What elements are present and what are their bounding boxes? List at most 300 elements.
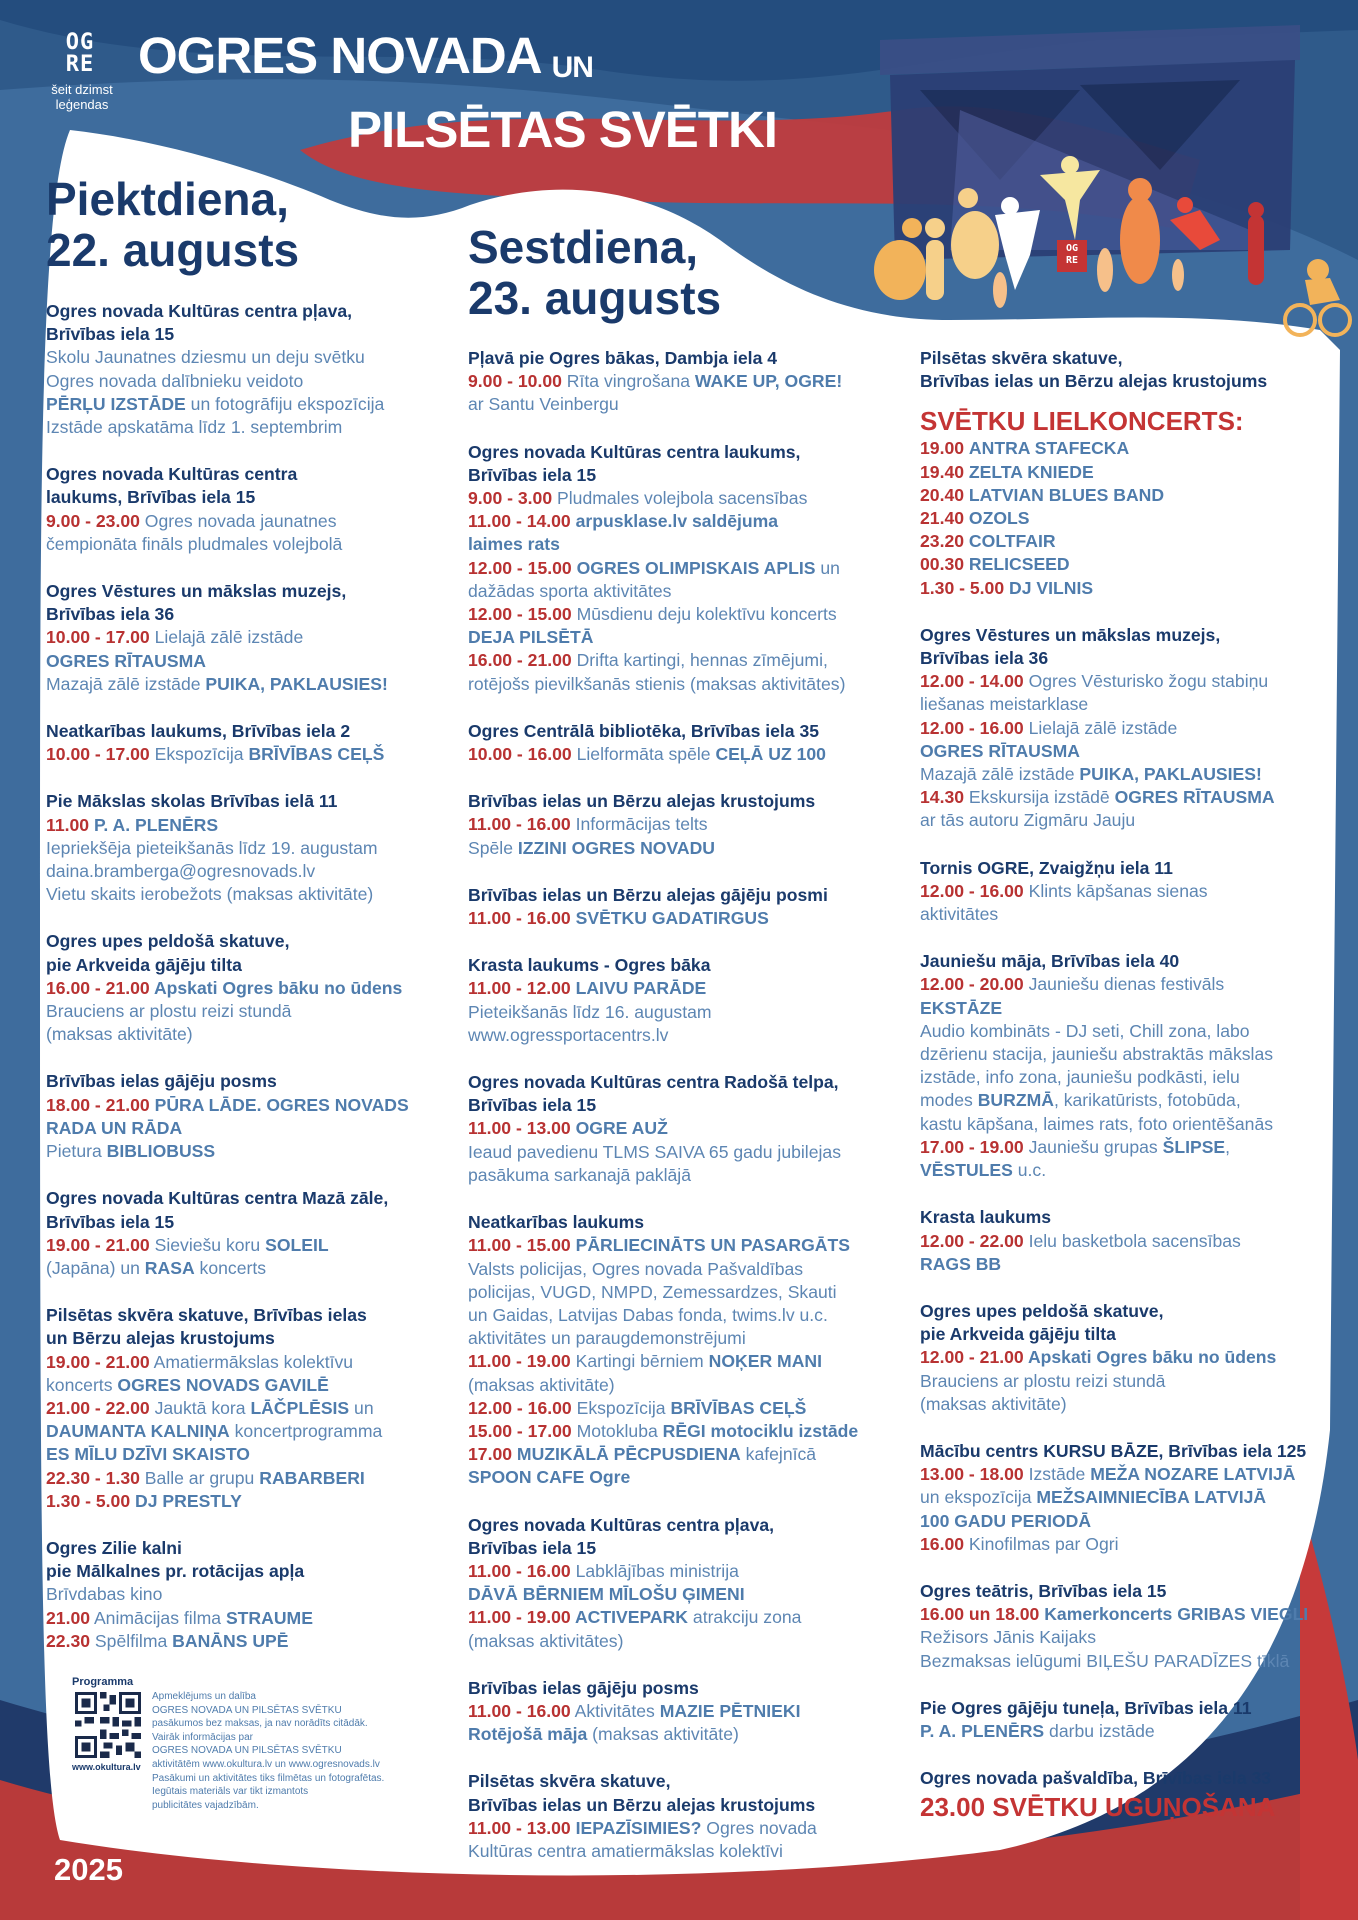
event-text: kafejnīcā <box>740 1444 817 1465</box>
event-location: Ogres novada Kultūras centra Radošā telpa, <box>468 1072 839 1093</box>
event-highlight: MEŽA NOZARE LATVIJĀ <box>1090 1464 1296 1485</box>
event-text: Audio kombināts - DJ seti, Chill zona, labo <box>920 1020 1250 1041</box>
event-location: Ogres teātris, Brīvības iela 15 <box>920 1580 1167 1601</box>
event-time: 12.00 - 15.00 <box>468 557 572 578</box>
event-time: 16.00 <box>920 1533 965 1554</box>
qr-code-icon[interactable] <box>75 1692 141 1758</box>
event <box>920 1580 1340 1673</box>
logo-tagline: šeit dzimst leģendas <box>51 82 113 112</box>
event-highlight: OGRES RĪTAUSMA <box>1114 787 1275 808</box>
event-text: Skolu Jaunatnes dziesmu un deju svētku <box>46 347 365 368</box>
lineup-time: 1.30 - 5.00 <box>920 577 1005 598</box>
fine-print <box>152 1690 452 1812</box>
event-text: Rīta vingrošana <box>561 371 695 392</box>
event-text: Ogres novada jaunatnes <box>139 510 337 531</box>
event-text: , karikatūrists, fotobūda, <box>1053 1090 1241 1111</box>
event-text: Lielajā zālē izstāde <box>1023 717 1178 738</box>
event-time: 18.00 - 21.00 <box>46 1094 150 1115</box>
event-highlight: LAIVU PARĀDE <box>570 978 707 999</box>
event-time: 12.00 - 20.00 <box>920 974 1024 995</box>
event-text: Motokluba <box>571 1420 663 1441</box>
event-highlight: VĒSTULES <box>920 1160 1013 1181</box>
event-text: dažādas sporta aktivitātes <box>468 580 672 601</box>
event-time: 16.00 un 18.00 <box>920 1604 1040 1625</box>
event-location: Brīvības ielas gājēju posms <box>468 1677 699 1698</box>
lineup-artist: RELICSEED <box>968 554 1070 575</box>
event-text: Balle ar grupu <box>139 1467 260 1488</box>
event <box>468 441 918 696</box>
event-time: 11.00 - 14.00 <box>468 511 571 532</box>
event-highlight: P. A. PLENĒRS <box>920 1720 1045 1741</box>
lineup-artist: ANTRA STAFECKA <box>968 438 1130 459</box>
event-text: ar Santu Veinbergu <box>468 394 619 415</box>
event-highlight: RASA <box>144 1257 195 1278</box>
event-text: Izstāde <box>1023 1464 1091 1485</box>
event <box>468 790 918 860</box>
event-text: un fotogrāfiju ekspozīcija <box>185 393 385 414</box>
concert-headline: SVĒTKU LIELKONCERTS: <box>920 406 1244 437</box>
event-text: Režisors Jānis Kaijaks <box>920 1627 1096 1648</box>
event <box>46 463 456 556</box>
event-location: Pilsētas skvēra skatuve, Brīvības ielas <box>46 1305 367 1326</box>
event-highlight: DĀVĀ BĒRNIEM MĪLOŠU ĢIMENI <box>468 1584 745 1605</box>
event-time: 12.00 - 21.00 <box>920 1347 1024 1368</box>
event-location: Ogres novada Kultūras centra <box>46 464 298 485</box>
event-location: Jauniešu māja, Brīvības iela 40 <box>920 951 1180 972</box>
event-text: Mazajā zālē izstāde <box>46 673 206 694</box>
event <box>46 300 456 439</box>
event-highlight: PUIKA, PAKLAUSIES! <box>1079 764 1262 785</box>
fine-print-line: aktivitātēm www.okultura.lv un www.ogresnovads.lv <box>152 1758 380 1770</box>
event-text: Brauciens ar plostu reizi stundā <box>920 1370 1166 1391</box>
event-text: Kartingi bērniem <box>570 1351 709 1372</box>
event-time: 10.00 - 16.00 <box>468 744 572 765</box>
event-location: Neatkarības laukums <box>468 1212 645 1233</box>
event-time: 17.00 - 19.00 <box>920 1136 1024 1157</box>
event-highlight: arpusklase.lv saldējuma <box>570 511 779 532</box>
event-location: Ogres novada Kultūras centra laukums, <box>468 441 801 462</box>
event-text: Ielu basketbola sacensības <box>1023 1230 1241 1251</box>
lineup-time: 00.30 <box>920 554 965 575</box>
event-location: Ogres Vēstures un mākslas muzejs, <box>920 624 1221 645</box>
stage-logo: OG RE <box>1065 243 1079 266</box>
logo-mark: OG RE <box>65 30 95 77</box>
event-time: 17.00 <box>468 1444 513 1465</box>
event-text: Labklājības ministrija <box>570 1560 739 1581</box>
event-time: 11.00 <box>46 814 90 835</box>
event-highlight: Rotējošā māja <box>468 1724 588 1745</box>
event-text: Lielformāta spēle <box>571 744 716 765</box>
event-location: Ogres Zilie kalni <box>46 1537 182 1558</box>
lineup-time: 19.00 <box>920 438 965 459</box>
event-highlight: PĀRLIECINĀTS UN PASARGĀTS <box>570 1235 850 1256</box>
event-location: Ogres novada Kultūras centra pļava, <box>468 1514 775 1535</box>
event-text: Bezmaksas ielūgumi BIĻEŠU PARADĪZES tīklā <box>920 1650 1290 1671</box>
event-text: Jauniešu grupas <box>1023 1136 1163 1157</box>
event-location: Brīvības iela 15 <box>468 1095 597 1116</box>
event-time: 11.00 - 13.00 <box>468 1817 571 1838</box>
event-text: Iepriekšēja pieteikšanās līdz 19. augustam <box>46 837 378 858</box>
friday-heading <box>46 174 299 276</box>
event <box>46 720 456 766</box>
event-highlight: MEŽSAIMNIECĪBA LATVIJĀ <box>1036 1487 1267 1508</box>
event-time: 10.00 - 17.00 <box>46 627 150 648</box>
event-location: Brīvības iela 36 <box>46 604 175 625</box>
event-text: Kinofilmas par Ogri <box>964 1533 1119 1554</box>
event-text: čempionāta fināls pludmales volejbolā <box>46 533 343 554</box>
event-highlight: Apskati Ogres bāku no ūdens <box>149 977 403 998</box>
event-text: Brauciens ar plostu reizi stundā <box>46 1001 292 1022</box>
event-text: koncerts <box>46 1374 118 1395</box>
event-highlight: EKSTĀZE <box>920 997 1003 1018</box>
event-highlight: MUZIKĀLĀ PĒCPUSDIENA <box>512 1444 741 1465</box>
event-text: Animācijas filma <box>90 1607 226 1628</box>
event-text: Spēle <box>468 837 518 858</box>
event <box>920 857 1340 927</box>
event-location: Pie Mākslas skolas Brīvības ielā 11 <box>46 791 338 812</box>
event <box>46 930 456 1046</box>
event-highlight: OGRES OLIMPISKAIS APLIS <box>571 557 816 578</box>
event-text: kastu kāpšana, laimes rats, foto orientēšanās <box>920 1113 1274 1134</box>
event <box>920 624 1340 833</box>
event-text: Mazajā zālē izstāde <box>920 764 1080 785</box>
fine-print-line: Vairāk informācijas par <box>152 1731 253 1743</box>
event-highlight: BRĪVĪBAS CEĻŠ <box>248 744 385 765</box>
event-text: Jauniešu dienas festivāls <box>1023 974 1225 995</box>
event-highlight: BRĪVĪBAS CEĻŠ <box>670 1397 807 1418</box>
event-location: Ogres upes peldošā skatuve, <box>46 931 290 952</box>
event-time: 9.00 - 23.00 <box>46 510 140 531</box>
title-line-1 <box>138 26 593 85</box>
event-highlight: OGRES NOVADS GAVILĒ <box>117 1374 329 1395</box>
event-text: Ekspozīcija <box>149 744 249 765</box>
event-highlight: ES MĪLU DZĪVI SKAISTO <box>46 1444 250 1465</box>
event-text: Klints kāpšanas sienas <box>1023 880 1208 901</box>
event-time: 16.00 - 21.00 <box>46 977 150 998</box>
event-highlight: DJ PRESTLY <box>130 1490 242 1511</box>
event-highlight: P. A. PLENĒRS <box>89 814 219 835</box>
event-text: Pieteikšanās līdz 16. augustam <box>468 1001 712 1022</box>
title-un: UN <box>551 51 593 84</box>
event-text: Lielajā zālē izstāde <box>149 627 304 648</box>
event <box>920 950 1340 1182</box>
event-text: un <box>349 1397 374 1418</box>
event-text: (maksas aktivitāte) <box>920 1393 1067 1414</box>
event-text: Izstāde apskatāma līdz 1. septembrim <box>46 417 343 438</box>
event-highlight: RABARBERI <box>259 1467 365 1488</box>
event-text: dzērienu stacija, jauniešu abstraktās mākslas <box>920 1044 1274 1065</box>
fine-print-line: Apmeklējums un dalība <box>152 1691 256 1702</box>
event-time: 10.00 - 17.00 <box>46 744 150 765</box>
event-text: Spēlfilma <box>90 1630 173 1651</box>
event-highlight: ACTIVEPARK <box>570 1607 689 1628</box>
event-location: Mācību centrs KURSU BĀZE, Brīvības iela 125 <box>920 1440 1307 1461</box>
lineup-time: 23.20 <box>920 531 965 552</box>
event-text: (Japāna) un <box>46 1257 145 1278</box>
event-location: Ogres novada pašvaldība, Brīvības iela 33 <box>920 1768 1272 1789</box>
event-time: 11.00 - 19.00 <box>468 1351 571 1372</box>
event <box>46 790 456 906</box>
saturday-heading-line2: 23. augusts <box>468 272 722 324</box>
event-text: Vietu skaits ierobežots (maksas aktivitāte) <box>46 884 374 905</box>
event <box>468 1211 918 1489</box>
fine-print-line: OGRES NOVADA UN PILSĒTAS SVĒTKU <box>152 1745 342 1757</box>
event-location: Ogres upes peldošā skatuve, <box>920 1300 1164 1321</box>
event-highlight: STRAUME <box>225 1607 313 1628</box>
lineup-artist: DJ VILNIS <box>1009 577 1094 598</box>
event-location: Brīvības iela 36 <box>920 648 1049 669</box>
friday-heading-line1: Piektdiena, <box>46 173 289 225</box>
lineup-artist: LATVIAN BLUES BAND <box>968 484 1165 505</box>
event-highlight: BURZMĀ <box>977 1090 1054 1111</box>
lineup-time: 21.40 <box>920 508 965 529</box>
event <box>46 1070 456 1163</box>
event <box>468 884 918 930</box>
event <box>920 1697 1340 1743</box>
event-time: 9.00 - 3.00 <box>468 488 553 509</box>
event <box>468 720 918 766</box>
fireworks-headline: 23.00 SVĒTKU UGUŅOŠANA <box>920 1792 1276 1823</box>
event-location: Ogres novada Kultūras centra pļava, <box>46 301 353 321</box>
event-highlight: ŠLIPSE <box>1162 1136 1226 1157</box>
event-text: Ogres novada <box>701 1817 817 1838</box>
event-highlight: BIBLIOBUSS <box>106 1141 216 1162</box>
event-location: Brīvības ielas un Bērzu alejas gājēju posmi <box>468 884 828 905</box>
event-location: Pie Ogres gājēju tuneļa, Brīvības iela 11 <box>920 1697 1252 1718</box>
event-time: 16.00 - 21.00 <box>468 650 572 671</box>
event <box>468 1514 918 1653</box>
event-highlight: NOĶER MANI <box>708 1351 822 1372</box>
event-text: (maksas aktivitāte) <box>587 1724 739 1745</box>
event-location: Ogres novada Kultūras centra Mazā zāle, <box>46 1188 389 1209</box>
event-highlight: 100 GADU PERIODĀ <box>920 1510 1092 1531</box>
event <box>920 1300 1340 1416</box>
event-time: 11.00 - 16.00 <box>468 908 571 929</box>
event-highlight: PĒRĻU IZSTĀDE <box>46 393 186 414</box>
event-text: aktivitātes un paraugdemonstrējumi <box>468 1328 746 1349</box>
qr-label: Programma <box>72 1676 134 1688</box>
event-text: Brīvdabas kino <box>46 1584 163 1605</box>
event-location: Pļavā pie Ogres bākas, Dambja iela 4 <box>468 348 778 368</box>
event-highlight: OGRES RĪTAUSMA <box>920 740 1080 761</box>
event-highlight: PUIKA, PAKLAUSIES! <box>205 673 388 694</box>
event-time: 12.00 - 16.00 <box>920 717 1024 738</box>
event-time: 21.00 <box>46 1607 91 1628</box>
event-highlight: RĒGI motociklu izstāde <box>662 1420 859 1441</box>
qr-url: www.okultura.lv <box>72 1762 141 1772</box>
event-highlight: DAUMANTA KALNIŅA <box>46 1421 230 1442</box>
event-time: 22.30 <box>46 1630 91 1651</box>
event-time: 13.00 - 18.00 <box>920 1464 1024 1485</box>
event-time: 14.30 <box>920 787 965 808</box>
event-time: 19.00 - 21.00 <box>46 1351 150 1372</box>
lineup-artist: ZELTA KNIEDE <box>968 461 1094 482</box>
event-text: Amatiermākslas kolektīvu <box>149 1351 354 1372</box>
event-highlight: OGRE AUŽ <box>570 1118 668 1139</box>
event-time: 12.00 - 15.00 <box>468 604 572 625</box>
event-text: Informācijas telts <box>570 814 708 835</box>
event <box>920 1767 1340 1824</box>
event-text: Ekspozīcija <box>571 1397 671 1418</box>
event-highlight: IEPAZĪSIMIES? <box>570 1817 702 1838</box>
event-text: Ieaud pavedienu TLMS SAIVA 65 gadu jubilejas <box>468 1141 841 1162</box>
event-time: 12.00 - 16.00 <box>468 1397 572 1418</box>
event-text: (maksas aktivitātes) <box>468 1630 624 1651</box>
event-text: pasākuma sarkanajā paklājā <box>468 1164 691 1185</box>
event-location: Pilsētas skvēra skatuve, <box>468 1771 671 1792</box>
event-time: 11.00 - 16.00 <box>468 814 571 835</box>
title-line-2: PILSĒTAS SVĒTKI <box>348 101 777 158</box>
saturday-events <box>468 347 918 1863</box>
year: 2025 <box>54 1852 123 1887</box>
event-time: 19.00 - 21.00 <box>46 1234 150 1255</box>
event <box>468 347 918 417</box>
event-time: 11.00 - 13.00 <box>468 1118 571 1139</box>
event-time: 22.30 - 1.30 <box>46 1467 140 1488</box>
event-time: 15.00 - 17.00 <box>468 1420 572 1441</box>
event-highlight: IZZINI OGRES NOVADU <box>517 837 716 858</box>
event-text: Mūsdienu deju kolektīvu koncerts <box>571 604 837 625</box>
event-highlight: SPOON CAFE Ogre <box>468 1467 631 1488</box>
event-highlight: OGRES RĪTAUSMA <box>46 650 206 671</box>
event-location: Brīvības iela 15 <box>468 464 597 485</box>
event-text: darbu izstāde <box>1044 1720 1155 1741</box>
friday-heading-line2: 22. augusts <box>46 224 300 276</box>
event-highlight: SVĒTKU GADATIRGUS <box>570 908 769 929</box>
event-location: Brīvības iela 15 <box>468 1537 597 1558</box>
friday-events <box>46 300 456 1653</box>
saturday-heading-line1: Sestdiena, <box>468 221 699 273</box>
event-highlight: Kamerkoncerts GRIBAS VIEGLI <box>1039 1604 1309 1625</box>
event-location: pie Arkveida gājēju tilta <box>920 1324 1116 1345</box>
ogre-logo <box>51 30 113 112</box>
event-text: un Gaidas, Latvijas Dabas fonda, twims.lv u.c. <box>468 1304 828 1325</box>
event-text: Ekskursija izstādē <box>964 787 1115 808</box>
event-location: Krasta laukums - Ogres bāka <box>468 955 711 976</box>
event-text: aktivitātes <box>920 904 999 925</box>
event-location: Ogres Centrālā bibliotēka, Brīvības iela 35 <box>468 720 820 741</box>
fine-print-line: Pasākumi un aktivitātes tiks filmētas un fotografētas. <box>152 1772 385 1784</box>
event-text: liešanas meistarklase <box>920 694 1089 715</box>
fine-print-line: publicitātes vajadzībām. <box>152 1799 259 1811</box>
event <box>920 1206 1340 1276</box>
event <box>920 347 1340 600</box>
event-time: 1.30 - 5.00 <box>46 1490 131 1511</box>
event-highlight: RAGS BB <box>920 1253 1002 1274</box>
event-location: Brīvības iela 15 <box>46 1211 175 1232</box>
event <box>46 580 456 696</box>
event-time: 11.00 - 15.00 <box>468 1235 571 1256</box>
event-text: koncertprogramma <box>229 1421 383 1442</box>
event-email: daina.bramberga@ogresnovads.lv <box>46 861 316 882</box>
event-time: 12.00 - 14.00 <box>920 671 1024 692</box>
event-highlight: Apskati Ogres bāku no ūdens <box>1023 1347 1277 1368</box>
event-highlight: LĀČPLĒSIS <box>250 1397 350 1418</box>
event-location: Brīvības ielas un Bērzu alejas krustojums <box>920 371 1268 392</box>
event-time: 12.00 - 16.00 <box>920 880 1024 901</box>
event-location: Krasta laukums <box>920 1207 1052 1228</box>
event-time: 11.00 - 19.00 <box>468 1607 571 1628</box>
event-highlight: laimes rats <box>468 534 560 555</box>
event-text: un <box>815 557 840 578</box>
event-location: un Bērzu alejas krustojums <box>46 1328 275 1349</box>
event-text: , <box>1225 1136 1231 1157</box>
event-text: Jauktā kora <box>149 1397 251 1418</box>
event <box>468 1677 918 1747</box>
lineup-time: 20.40 <box>920 484 965 505</box>
event-highlight: SOLEIL <box>265 1234 329 1255</box>
event-location: laukums, Brīvības iela 15 <box>46 487 256 508</box>
event-text: modes <box>920 1090 978 1111</box>
event-time: 11.00 - 16.00 <box>468 1560 571 1581</box>
event-highlight: MAZIE PĒTNIEKI <box>659 1700 801 1721</box>
event-highlight: WAKE UP, OGRE! <box>694 371 843 392</box>
event-location: Ogres Vēstures un mākslas muzejs, <box>46 581 347 602</box>
event-text: (maksas aktivitāte) <box>468 1374 615 1395</box>
event-text: koncerts <box>194 1257 267 1278</box>
event-text: Pietura <box>46 1141 107 1162</box>
event <box>920 1440 1340 1556</box>
saturday-heading <box>468 222 721 324</box>
event-highlight: CEĻĀ UZ 100 <box>715 744 826 765</box>
event-text: u.c. <box>1012 1160 1047 1181</box>
event-text: Aktivitātes <box>570 1700 660 1721</box>
event-text: Ogres novada dalībnieku veidoto <box>46 370 304 391</box>
event-highlight: RADA UN RĀDA <box>46 1117 183 1138</box>
event-highlight: BANĀNS UPĒ <box>172 1630 289 1651</box>
event-time: 11.00 - 16.00 <box>468 1700 571 1721</box>
fine-print-line: Iegūtais materiāls var tikt izmantots <box>152 1786 309 1798</box>
lineup-artist: COLTFAIR <box>968 531 1056 552</box>
event-location: Tornis OGRE, Zvaigžņu iela 11 <box>920 857 1173 878</box>
event-location: Brīvības iela 15 <box>46 324 175 345</box>
event-highlight: PŪRA LĀDE. OGRES NOVADS <box>149 1094 409 1115</box>
event-location: Brīvības ielas gājēju posms <box>46 1071 277 1092</box>
event-text: Sieviešu koru <box>149 1234 266 1255</box>
event-text: (maksas aktivitāte) <box>46 1024 193 1045</box>
event-text: Valsts policijas, Ogres novada Pašvaldības <box>468 1258 804 1279</box>
event-url: www.ogressportacentrs.lv <box>468 1024 669 1045</box>
saturday-events-continued <box>920 347 1340 1824</box>
fine-print-line: pasākumos bez maksas, ja nav norādīts citādāk. <box>152 1718 368 1730</box>
event <box>468 1770 918 1863</box>
event-text: un ekspozīcija <box>920 1487 1037 1508</box>
event <box>468 954 918 1047</box>
event-time: 21.00 - 22.00 <box>46 1397 150 1418</box>
event-location: Brīvības ielas un Bērzu alejas krustojums <box>468 791 816 812</box>
event-location: Pilsētas skvēra skatuve, <box>920 348 1123 368</box>
event <box>46 1187 456 1280</box>
event <box>46 1537 456 1653</box>
event-time: 11.00 - 12.00 <box>468 978 571 999</box>
event-text: izstāde, info zona, jauniešu podkāsti, ielu <box>920 1067 1240 1088</box>
concert-lineup <box>920 437 1340 599</box>
event-text: policijas, VUGD, NMPD, Zemessardzes, Skauti <box>468 1281 837 1302</box>
event-text: ar tās autoru Zigmāru Jauju <box>920 810 1136 831</box>
event-time: 12.00 - 22.00 <box>920 1230 1024 1251</box>
lineup-artist: OZOLS <box>968 508 1030 529</box>
event-location: Brīvības ielas un Bērzu alejas krustojums <box>468 1794 816 1815</box>
event-text: atrakciju zona <box>688 1607 802 1628</box>
event-location: pie Arkveida gājēju tilta <box>46 954 242 975</box>
event <box>468 1071 918 1187</box>
event-text: rotējošs pievilkšanās stienis (maksas aktivitātes) <box>468 673 846 694</box>
event-location: pie Mālkalnes pr. rotācijas apļa <box>46 1561 305 1582</box>
event-text: Drifta kartingi, hennas zīmējumi, <box>571 650 828 671</box>
title-main: OGRES NOVADA <box>138 27 542 84</box>
fine-print-line: OGRES NOVADA UN PILSĒTAS SVĒTKU <box>152 1704 342 1716</box>
lineup-time: 19.40 <box>920 461 965 482</box>
